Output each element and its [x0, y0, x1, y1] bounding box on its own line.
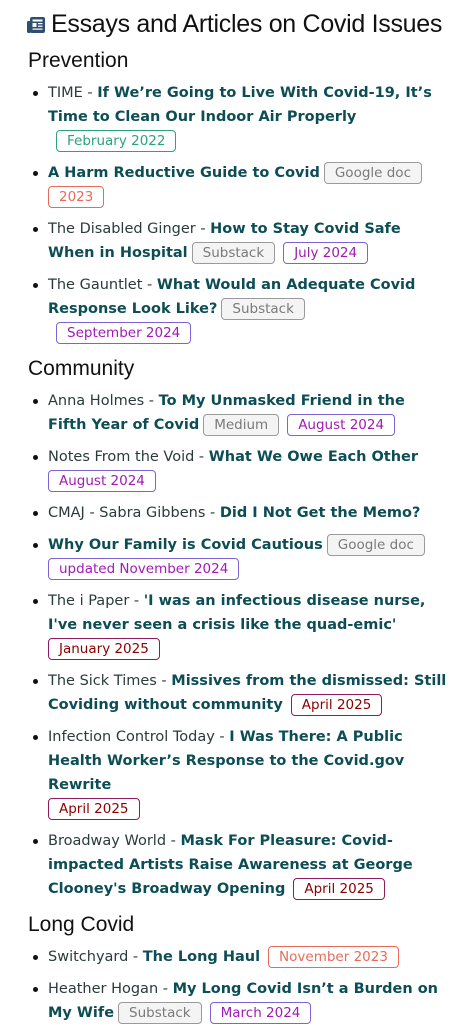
- article-link[interactable]: How to Stay Covid Safe When in Hospital: [48, 221, 401, 261]
- list-item: [28, 725, 448, 821]
- article-source: Notes From the Void: [48, 449, 195, 465]
- article-source: Infection Control Today: [48, 729, 215, 745]
- section-heading: Long Covid: [28, 913, 135, 936]
- article-link[interactable]: To My Unmasked Friend in the Fifth Year of Covid: [48, 393, 405, 433]
- section-prevention: [28, 49, 470, 345]
- article-source: TIME: [48, 85, 83, 101]
- platform-tag: Google doc: [327, 534, 425, 556]
- article-link[interactable]: If We’re Going to Live With Covid-19, It’s Time to Clean Our Indoor Air Properly: [48, 85, 432, 125]
- date-tag: July 2024: [283, 242, 368, 264]
- article-link[interactable]: The Long Haul: [142, 949, 261, 965]
- page-title-text: Essays and Articles on Covid Issues: [51, 10, 443, 38]
- separator: -: [158, 981, 173, 997]
- article-link[interactable]: Did I Not Get the Memo?: [219, 505, 421, 521]
- platform-tag: Substack: [118, 1002, 202, 1024]
- article-source: Broadway World: [48, 833, 167, 849]
- article-link[interactable]: My Long Covid Isn’t a Burden on My Wife: [48, 981, 438, 1021]
- platform-tag: Substack: [221, 298, 305, 320]
- separator: -: [195, 221, 211, 237]
- date-tag: updated November 2024: [48, 558, 239, 580]
- list-item: [28, 533, 448, 581]
- list-item: [28, 945, 448, 969]
- list-item: [28, 977, 448, 1025]
- page-title: [26, 10, 470, 39]
- section-heading: Community: [28, 357, 135, 380]
- article-source: Anna Holmes: [48, 393, 145, 409]
- article-link[interactable]: What Would an Adequate Covid Response Look Like?: [48, 277, 416, 317]
- list-item: [28, 501, 448, 525]
- separator: -: [142, 277, 157, 293]
- article-link[interactable]: I Was There: A Public Health Worker’s Response to the Covid.gov Rewrite: [48, 729, 405, 793]
- date-tag: November 2023: [268, 946, 399, 968]
- list-item: [28, 273, 448, 345]
- list-item: [28, 217, 448, 265]
- article-link[interactable]: A Harm Reductive Guide to Covid: [48, 165, 320, 181]
- article-source: CMAJ - Sabra Gibbens: [48, 505, 206, 521]
- article-source: Switchyard: [48, 949, 129, 965]
- article-list: [28, 945, 470, 1025]
- list-item: [28, 669, 448, 717]
- separator: -: [156, 673, 172, 689]
- section-heading: Prevention: [28, 49, 129, 72]
- date-tag: April 2025: [293, 878, 385, 900]
- list-item: [28, 81, 448, 153]
- separator: -: [205, 505, 220, 521]
- list-item: [28, 829, 448, 901]
- article-link[interactable]: Why Our Family is Covid Cautious: [48, 537, 323, 553]
- article-link[interactable]: Mask For Pleasure: Covid-impacted Artists Raise Awareness at George Clooney's Broadway Opening: [48, 833, 413, 897]
- list-item: [28, 389, 448, 437]
- separator: -: [194, 449, 209, 465]
- section-long-covid: [28, 913, 470, 1025]
- date-tag: January 2025: [48, 638, 160, 660]
- platform-tag: Google doc: [324, 162, 422, 184]
- separator: -: [128, 949, 143, 965]
- list-item: [28, 161, 448, 209]
- article-source: The Sick Times: [48, 673, 157, 689]
- date-tag: March 2024: [210, 1002, 312, 1024]
- separator: -: [129, 593, 144, 609]
- date-tag: August 2024: [48, 470, 156, 492]
- platform-tag: Medium: [203, 414, 279, 436]
- separator: -: [144, 393, 159, 409]
- date-tag: August 2024: [287, 414, 395, 436]
- date-tag: 2023: [48, 186, 104, 208]
- article-link[interactable]: What We Owe Each Other: [208, 449, 419, 465]
- article-source: The Disabled Ginger: [48, 221, 196, 237]
- separator: -: [214, 729, 230, 745]
- article-link[interactable]: Missives from the dismissed: Still Coviding without community: [48, 673, 447, 713]
- article-list: [28, 81, 470, 345]
- article-list: [28, 389, 470, 901]
- date-tag: February 2022: [56, 130, 176, 152]
- list-item: [28, 589, 448, 661]
- article-link[interactable]: 'I was an infectious disease nurse, I've never seen a crisis like the quad-emic': [48, 593, 426, 633]
- separator: -: [82, 85, 98, 101]
- list-item: [28, 445, 448, 493]
- date-tag: April 2025: [291, 694, 383, 716]
- article-source: The i Paper: [48, 593, 130, 609]
- platform-tag: Substack: [192, 242, 276, 264]
- separator: -: [166, 833, 181, 849]
- article-source: The Gauntlet: [48, 277, 143, 293]
- date-tag: April 2025: [48, 798, 140, 820]
- newspaper-icon: [26, 15, 46, 35]
- section-community: [28, 357, 470, 901]
- article-source: Heather Hogan: [48, 981, 159, 997]
- date-tag: September 2024: [56, 322, 191, 344]
